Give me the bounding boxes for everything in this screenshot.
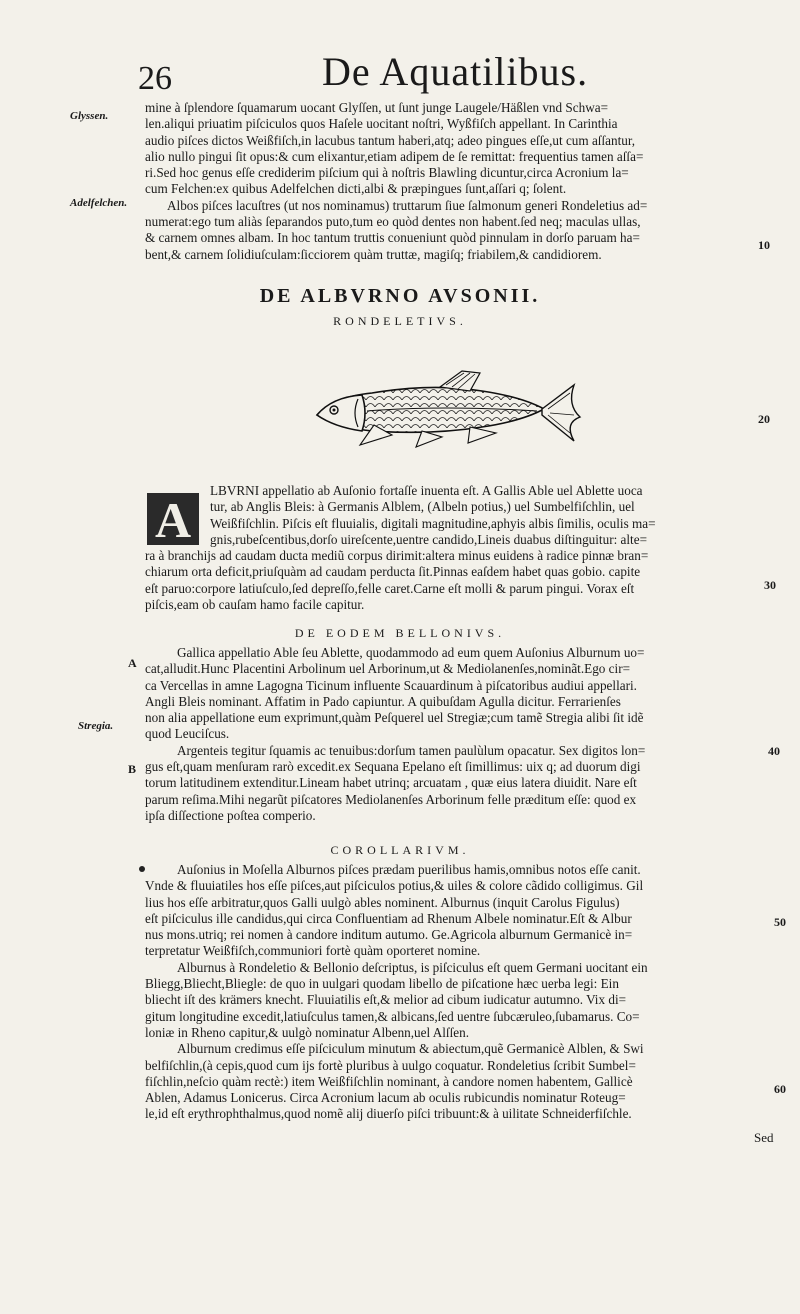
- fish-woodcut-illustration: [312, 365, 582, 455]
- text-line: loniæ in Rheno capitur,& uulgò nominatur Albenn,uel Alſſen.: [145, 1024, 469, 1040]
- text-line: gnis,rubeſcentibus,dorſo uireſcente,uentre candido,Lineis duabus diſtinguitur: alte=: [210, 531, 648, 547]
- margin-letter-b: B: [128, 762, 137, 776]
- text-line: lius hos eſſe arbitratur,quos Galli uulgò ables nominent. Alburnus (inquit Carolus Figulus): [145, 894, 620, 910]
- bellonius-paragraph: [145, 645, 770, 824]
- text-line: bent,& carnem ſolidiuſculam:ſicciorem quàm truttæ, magiſq; friabilem,& candidiorem.: [145, 246, 602, 262]
- text-line: fiſchlin,neſcio quàm rectè:) item Weißfiſchlin nominant, à candore nomen habentem, Gallicè: [145, 1073, 633, 1089]
- text-line: Ablen, Adamus Lonicerus. Circa Acronium lacum ab oculis rubicundis nominatur Roteug=: [145, 1090, 626, 1106]
- text-line: LBVRNI appellatio ab Auſonio fortaſſe inuenta eſt. A Gallis Able uel Ablette uoca: [210, 483, 643, 498]
- text-line: numerat:ego tum aliàs ſeparandos puto,tum eo quòd dentes non habent.ſed neq; maculas ullas,: [145, 214, 641, 230]
- text-line: ri.Sed hoc genus eſſe crediderim piſcium qui à noſtris Blawling dicuntur,circa Acronium la=: [145, 165, 629, 181]
- text-line: Argenteis tegitur ſquamis ac tenuibus:dorſum tamen paulùlum opacatur. Sex digitos lon=: [177, 742, 646, 758]
- margin-note-stregia: Stregia.: [78, 720, 114, 732]
- rondeletius-paragraph-indented: [210, 483, 770, 548]
- text-line: len.aliqui priuatim piſciculos quos Haſele uocitant noſtri, Wyßfiſch appellant. In Carinthia: [145, 116, 618, 132]
- text-line: mine à ſplendore ſquamarum uocant Glyſſen, ut ſunt junge Laugele/Häßlen vnd Schwa=: [145, 100, 609, 115]
- text-line: parum reſima.Mihi negarũt piſcatores Mediolanenſes Arborinum felle præditum eſſe: quod ex: [145, 791, 637, 807]
- margin-note-adelfelchen: Adelfelchen.: [70, 197, 128, 209]
- text-line: audio piſces dictos Weißfiſch,in lacubus tantum haberi,atq; adeo pingues eſſe,ut cum aſſantur,: [145, 132, 635, 148]
- margin-note-glyssen: Glyssen.: [70, 110, 109, 122]
- line-number-40: 40: [768, 744, 780, 758]
- line-number-60: 60: [774, 1082, 786, 1096]
- catchword: Sed: [754, 1130, 774, 1145]
- text-line: non alia appellatione eum exprimunt,quàm Peſquerel uel Stregiæ;cum tamẽ Stregia alibi ſit idẽ: [145, 710, 644, 726]
- text-line: cum Felchen:ex quibus Adelfelchen dicti,albi & præpingues ſunt,aſſari q; ſolent.: [145, 181, 567, 197]
- text-line: chiarum orta deficit,priuſquàm ad caudam perducta ſit.Pinnas eaſdem habet quas gobio. capite: [145, 564, 641, 580]
- text-line: cat,alludit.Hunc Placentini Arbolinum uel Arborinum,ut & Mediolanenſes,nominãt.Ego cir=: [145, 661, 631, 677]
- text-line: piſcis,eam ob cauſam hamo facile capitur.: [145, 596, 365, 612]
- text-line: Alburnum credimus eſſe piſciculum minutum & abiectum,quẽ Germanicè Alblen, & Swi: [177, 1041, 644, 1057]
- line-number-30: 30: [764, 578, 776, 592]
- initial-letter: A: [155, 492, 192, 548]
- section-subtitle-rondeletius: RONDELETIVS.: [333, 314, 467, 328]
- text-line: eſt piſciculus ille candidus,qui circa Confluentiam ad Rhenum Albele nominatur.Eſt & Albur: [145, 910, 632, 926]
- text-line: belfiſchlin,(à cepis,quod cum ijs fortè pluribus à uulgo coquatur. Rondeletius ſcribit Sumbel=: [145, 1057, 636, 1073]
- margin-letter-a: A: [128, 656, 137, 670]
- text-line: alio nullo pingui ſit opus:& cum elixantur,etiam adipem de ſe remittat: frequentius tamen aſſa=: [145, 148, 644, 164]
- text-line: gitum longitudine excedit,latiuſculus tamen,& albicans,ſed uentre ſubcæruleo,ſubamarus. Co=: [145, 1008, 640, 1024]
- text-line: Albos piſces lacuſtres (ut nos nominamus) truttarum ſiue ſalmonum generi Rondeletius ad=: [167, 197, 648, 213]
- line-number-10: 10: [758, 238, 770, 252]
- line-number-20: 20: [758, 412, 770, 426]
- text-line: Gallica appellatio Able ſeu Ablette, quodammodo ad eum quem Auſonius Alburnum uo=: [177, 645, 645, 660]
- text-line: ipſa diſſectione poſtea comperio.: [145, 807, 316, 823]
- text-line: tur, ab Anglis Bleis: à Germanis Alblem, (Albeln potius,) uel Sumbelfiſchlin, uel: [210, 499, 635, 515]
- section-title-corollarium: COROLLARIVM.: [330, 843, 470, 857]
- text-line: ca Vercellas in amne Lagogna Ticinum influente Scauardinum à piſcatoribus audiui appellari.: [145, 677, 637, 693]
- corollarium-paragraph: [145, 862, 770, 1123]
- rondeletius-paragraph: [145, 548, 770, 613]
- text-line: eſt paruo:corpore latiuſculo,ſed depreſſo,felle caret.Carne eſt molli & parum pingui. Vorax eſt: [145, 580, 635, 596]
- text-line: torum latitudinem extenditur.Lineam habet utrinq; arcuatam , quæ eius latera diuidit. Nare eſt: [145, 775, 637, 791]
- text-line: Auſonius in Moſella Alburnos piſces prædam puerilibus hamis,omnibus notos eſſe canit.: [177, 862, 641, 877]
- line-number-50: 50: [774, 915, 786, 929]
- text-line: & carnem omnes albam. In hoc tantum truttis conueniunt quòd pinnulam in dorſo paruam ha=: [145, 230, 640, 246]
- top-paragraph: [145, 100, 770, 263]
- decorated-initial: [147, 492, 199, 548]
- text-line: le,id eſt erythrophthalmus,quod nomẽ alij diuerſo piſci tribuunt:& à uilitate Schneiderfiſchle.: [145, 1106, 632, 1122]
- text-line: quod Leuciſcus.: [145, 726, 230, 742]
- text-line: Vnde & fluuiatiles hos eſſe piſces,aut piſciculos potius,& uiles & colore cãdido colligimus. Gil: [145, 878, 644, 894]
- text-line: Angli Bleis nominant. Affatim in Pado capiuntur. A quibuſdam Agulla dicitur. Ferrarienſes: [145, 693, 621, 709]
- text-line: nus mons.utriq; rei nomen à candore inditum autumo. Ge.Agricola alburnum Germanicè in=: [145, 927, 633, 943]
- text-line: bliecht iſt des krämers knecht. Fluuiatilis eſt,& melior ad cibum iudicatur autumno. Vix di=: [145, 992, 627, 1008]
- text-line: terpretatur Weißfiſch,communiori fortè quàm oporteret nomine.: [145, 943, 481, 959]
- text-line: Alburnus à Rondeletio & Bellonio deſcriptus, is piſciculus eſt quem Germani uocitant ein: [177, 959, 648, 975]
- text-line: ra à branchijs ad caudam ducta mediũ corpus dirimit:altera minus euidens à radice pinnæ bran=: [145, 548, 649, 563]
- text-line: Weißfiſchlin. Piſcis eſt fluuialis, digitali magnitudine,aphyis albis ſimilis, oculis ma=: [210, 515, 656, 531]
- text-line: gus eſt,quam menſuram rarò excedit.ex Sequana Epelano eſt ſimillimus: uix q; ad duorum digi: [145, 759, 641, 775]
- running-title: De Aquatilibus.: [322, 49, 589, 94]
- page-number: 26: [138, 60, 172, 97]
- section-title-bellonius: DE EODEM BELLONIVS.: [294, 626, 506, 640]
- section-title-alburno: DE ALBVRNO AVSONII.: [259, 285, 541, 307]
- text-line: Bliegg,Bliecht,Bliegle: de quo in uulgari quodam libello de piſcatione hæc uerba legi: Ein: [145, 976, 619, 992]
